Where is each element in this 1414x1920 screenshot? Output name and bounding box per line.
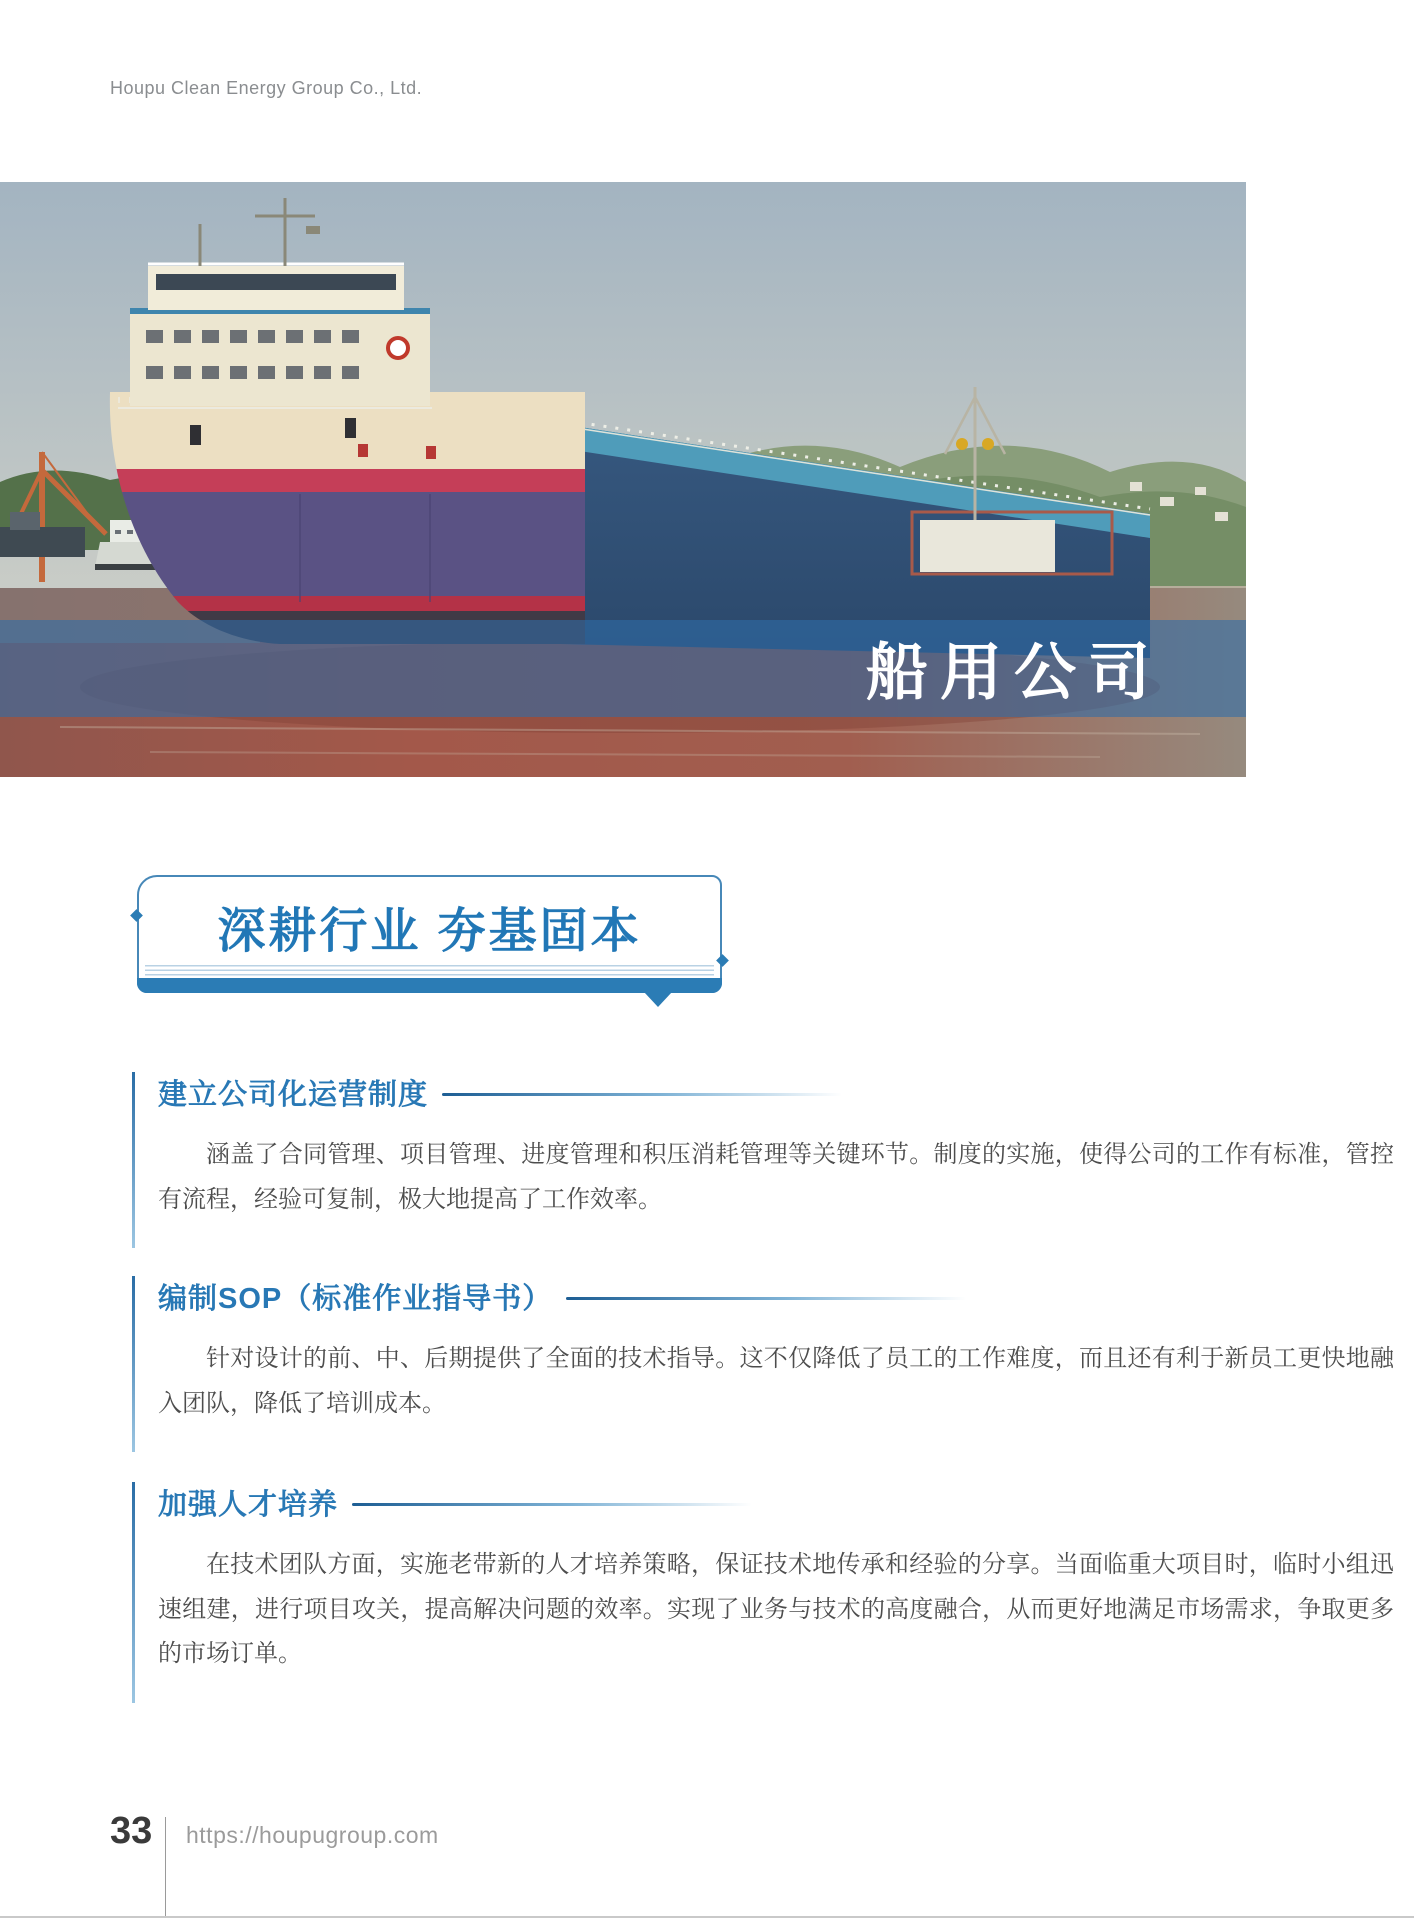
hero-overlay-band [0, 620, 1246, 717]
footer-rule [0, 1916, 1414, 1918]
section-title-banner [137, 875, 722, 993]
topic-body: 针对设计的前、中、后期提供了全面的技术指导。这不仅降低了员工的工作难度，而且还有利于新员工更快地融入团队，降低了培训成本。 [158, 1345, 1394, 1417]
heading-rule [442, 1093, 842, 1096]
topic-heading-row [158, 1072, 1394, 1113]
page-number: 33 [110, 1810, 153, 1852]
banner-title: 深耕行业 夯基固本 [217, 904, 642, 958]
heading-rule [566, 1297, 966, 1300]
topic-heading-row [158, 1482, 1394, 1523]
footer-divider [165, 1817, 166, 1916]
topic-heading-row [158, 1276, 1394, 1317]
topic-heading: 建立公司化运营制度 [158, 1079, 429, 1111]
banner-bottom-bar [137, 978, 722, 993]
ship-photo [0, 182, 1246, 777]
heading-rule [352, 1503, 752, 1506]
topic-body: 涵盖了合同管理、项目管理、进度管理和积压消耗管理等关键环节。制度的实施，使得公司的工作有标准，管控有流程，经验可复制，极大地提高了工作效率。 [158, 1141, 1394, 1213]
topic-heading: 编制SOP（标准作业指导书） [158, 1283, 553, 1315]
topic-company-operating-system [132, 1072, 1394, 1222]
banner-arrow-icon [644, 992, 672, 1007]
website-link[interactable]: https://houpugroup.com [186, 1822, 439, 1848]
topic-talent-development [132, 1482, 1394, 1677]
topic-sop-compilation [132, 1276, 1394, 1426]
company-name-header: Houpu Clean Energy Group Co., Ltd. [110, 78, 423, 98]
hero-overlay-title: 船用公司 [865, 635, 1162, 709]
banner-decorative-lines [145, 965, 714, 977]
topic-body: 在技术团队方面，实施老带新的人才培养策略，保证技术地传承和经验的分享。当面临重大项目时，临时小组迅速组建，进行项目攻关，提高解决问题的效率。实现了业务与技术的高度融合，从而更好地满足市场需求，争取更多的市场订单。 [158, 1551, 1394, 1668]
topic-heading: 加强人才培养 [158, 1489, 339, 1521]
